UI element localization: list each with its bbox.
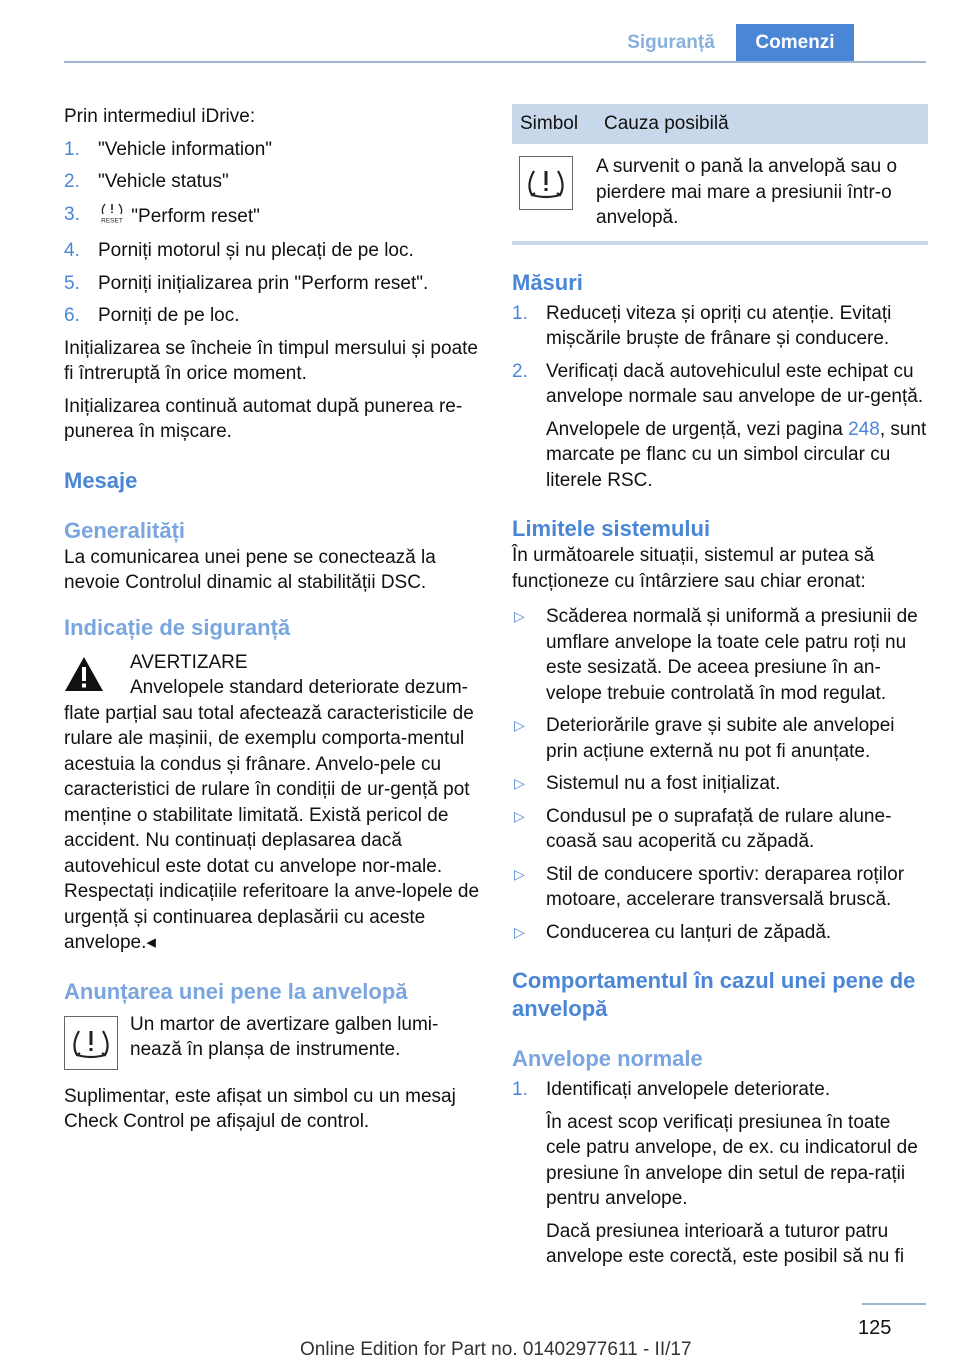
heading-indicatie-siguranta: Indicație de siguranță bbox=[64, 614, 291, 640]
list-item bbox=[512, 301, 928, 352]
suplimentar-paragraph: Suplimentar, este afișat un simbol cu un mesaj Check Control pe afișajul de control. bbox=[64, 1085, 456, 1132]
bullet-triangle-icon: ▷ bbox=[514, 717, 525, 733]
bullet-triangle-icon: ▷ bbox=[514, 923, 525, 940]
list-item bbox=[512, 604, 928, 706]
step-number: 5. bbox=[64, 272, 80, 294]
footer-rule bbox=[862, 1303, 926, 1305]
symbol-table-header bbox=[512, 104, 928, 144]
svg-text:RESET: RESET bbox=[101, 217, 123, 224]
step-number: 4. bbox=[64, 240, 80, 261]
header-rule bbox=[64, 61, 926, 63]
masuri-list bbox=[512, 301, 928, 410]
limite-list bbox=[512, 604, 928, 945]
bullet-triangle-icon: ▷ bbox=[514, 807, 525, 824]
bullet-text: Deteriorările grave și subite ale anvelopei prin acțiune externă nu pot fi anunțate. bbox=[546, 715, 895, 762]
intro-text: Prin intermediul iDrive: bbox=[64, 106, 256, 127]
bullet-text: Condusul pe o suprafață de rulare alune‐coasă sau acoperită cu zăpadă. bbox=[546, 805, 892, 852]
footer-edition: Online Edition for Part no. 01402977611 - II/17 bbox=[300, 1339, 692, 1360]
heading-masuri: Măsuri bbox=[512, 269, 583, 295]
list-item bbox=[64, 169, 480, 195]
step-text: Verificați dacă autovehiculul este echipat cu anvelope normale sau anvelope de ur‐gență. bbox=[546, 360, 924, 407]
limite-intro: În următoarele situații, sistemul ar putea să funcționeze cu întârziere sau chiar eronat: bbox=[512, 545, 875, 592]
heading-anvelope-normale: Anvelope normale bbox=[512, 1046, 703, 1071]
step-number: 1. bbox=[512, 302, 528, 324]
step-text: "Vehicle information" bbox=[98, 138, 273, 160]
heading-limitele-sistemului: Limitele sistemului bbox=[512, 516, 711, 541]
table-cell-cause: A survenit o pană la anvelopă sau o pierdere mai mare a presiunii într-o anvelopă. bbox=[596, 156, 898, 228]
warning-triangle-icon bbox=[64, 656, 104, 692]
heading-mesaje: Mesaje bbox=[64, 467, 138, 493]
normale-list bbox=[512, 1077, 928, 1103]
bullet-text: Sistemul nu a fost inițializat. bbox=[546, 773, 781, 794]
masuri-note bbox=[512, 417, 928, 494]
bullet-text: Conducerea cu lanțuri de zăpadă. bbox=[546, 921, 832, 943]
step-number: 3. bbox=[64, 203, 80, 225]
step-text: "Perform reset" bbox=[126, 205, 260, 227]
bullet-triangle-icon: ▷ bbox=[514, 775, 525, 791]
step-text: Porniți inițializarea prin "Perform reset". bbox=[98, 272, 429, 294]
list-item bbox=[512, 713, 928, 764]
page-number: 125 bbox=[858, 1317, 892, 1339]
bullet-text: Stil de conducere sportiv: deraparea roților motoare, accelerare transversală bruscă. bbox=[546, 863, 905, 910]
step-number: 6. bbox=[64, 305, 80, 326]
bullet-triangle-icon: ▷ bbox=[514, 865, 525, 882]
step-text: Porniți motorul și nu plecați de pe loc. bbox=[98, 240, 414, 261]
heading-comportament: Comportamentul în cazul unei pene de anvelopă bbox=[512, 968, 916, 1021]
list-item bbox=[512, 1077, 928, 1103]
note-text-pre: Anvelopele de urgență, vezi pagina bbox=[546, 418, 849, 440]
step-text: "Vehicle status" bbox=[98, 171, 229, 192]
header-tab-comenzi[interactable]: Comenzi bbox=[736, 24, 854, 63]
step-text: Reduceți viteza și opriți cu atenție. Evitați mișcările bruște de frânare și conducere. bbox=[546, 302, 892, 349]
table-row bbox=[512, 144, 928, 245]
anuntare-text: Un martor de avertizare galben lumi‐nează în planșa de instrumente. bbox=[130, 1013, 439, 1060]
warning-block bbox=[64, 650, 480, 701]
warning-title: AVERTIZARE bbox=[130, 651, 248, 673]
warning-text: flate parțial sau total afectează caracteristicile de rulare ale mașinii, de exemplu comporta‐mentul acestuia la condus și frânare. Anvelo‐pele cu caracteristici de rulare în condiții de ur‐gență pot menține o stabilitate limitată. Există pericol de accident. Nu continuați deplasarea dacă autovehicul este dotat cu anvelope nor‐male. Respectați indicațiile referitoare la anve‐lopele de urgență și continuarea deplasării cu aceste anvelope.◂ bbox=[64, 702, 480, 953]
init-paragraph-2: Inițializarea continuă automat după punerea re‐punerea în mișcare. bbox=[64, 395, 463, 442]
table-cell-icon bbox=[512, 154, 596, 231]
list-item bbox=[512, 862, 928, 913]
list-item bbox=[512, 771, 928, 797]
list-item bbox=[64, 202, 480, 232]
init-paragraph-1: Inițializarea se încheie în timpul mersului și poate fi întreruptă în orice moment. bbox=[64, 337, 478, 384]
list-item bbox=[64, 238, 480, 264]
normale-paragraph-1: În acest scop verificați presiunea în toate cele patru anvelope, de ex. cu indicatorul de presiune în anvelope din setul de repa‐rații pentru anvelope. bbox=[546, 1111, 918, 1209]
note-text-post: , sunt marcate pe flanc cu un simbol circular cu literele RSC. bbox=[546, 418, 927, 491]
step-number: 1. bbox=[64, 138, 80, 160]
general-paragraph: La comunicarea unei pene se conectează la nevoie Controlul dinamic al stabilității DSC. bbox=[64, 546, 436, 593]
header-tab-siguranta[interactable]: Siguranță bbox=[627, 32, 715, 53]
step-number: 2. bbox=[512, 360, 528, 382]
step-number: 1. bbox=[512, 1079, 528, 1100]
tire-pressure-warning-icon bbox=[519, 156, 573, 210]
list-item bbox=[64, 303, 480, 329]
step-number: 2. bbox=[64, 171, 80, 192]
tire-pressure-warning-icon bbox=[64, 1016, 118, 1070]
anuntare-block bbox=[64, 1012, 480, 1076]
heading-anuntare-pana: Anunțarea unei pene la anvelopă bbox=[64, 978, 408, 1004]
list-item bbox=[512, 920, 928, 946]
step-text: Porniți de pe loc. bbox=[98, 305, 240, 326]
table-header-cause: Cauza posibilă bbox=[604, 113, 729, 134]
list-item bbox=[512, 804, 928, 855]
right-column bbox=[512, 104, 928, 1277]
heading-generalitati: Generalități bbox=[64, 517, 186, 543]
tpms-reset-icon bbox=[98, 202, 126, 232]
page-link-248[interactable]: 248 bbox=[848, 418, 880, 440]
step-text: Identificați anvelopele deteriorate. bbox=[546, 1079, 831, 1100]
table-header-symbol: Simbol bbox=[520, 113, 579, 134]
list-item bbox=[64, 137, 480, 163]
warning-first-line: Anvelopele standard deteriorate dezum‐ bbox=[130, 677, 468, 698]
list-item bbox=[64, 271, 480, 297]
list-item bbox=[512, 359, 928, 410]
normale-paragraph-2: Dacă presiunea interioară a tuturor patru anvelope este corectă, este posibil să nu fi bbox=[546, 1220, 905, 1267]
left-column bbox=[64, 104, 480, 1142]
reset-steps-list bbox=[64, 137, 480, 329]
bullet-triangle-icon: ▷ bbox=[514, 608, 525, 624]
bullet-text: Scăderea normală și uniformă a presiunii de umflare anvelope la toate cele patru roți nu este sesizată. De aceea presiune în an‐velope trebuie controlată în mod regulat. bbox=[546, 606, 918, 704]
